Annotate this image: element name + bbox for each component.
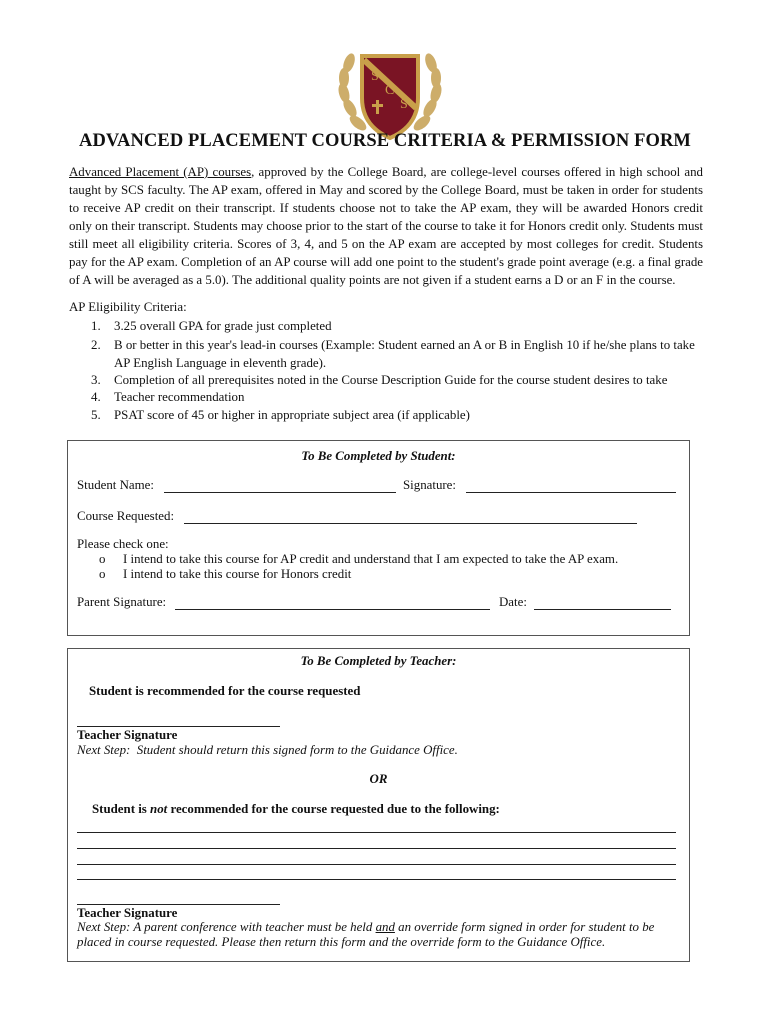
criteria-heading: AP Eligibility Criteria: [69,300,187,314]
teacher-signature-label: Teacher Signature [77,728,178,742]
criteria-item [69,407,709,425]
page-title: ADVANCED PLACEMENT COURSE CRITERIA & PERMISSION FORM [79,131,691,151]
criteria-text: 3.25 overall GPA for grade just completed [114,319,332,333]
criteria-number: 1. [91,319,101,333]
or-divider: OR [369,772,388,786]
criteria-item [69,389,709,407]
criteria-number: 3. [91,372,101,387]
next-step-2-and: and [375,920,395,934]
criteria-number: 5. [91,407,101,422]
teacher-section [67,648,690,962]
crest-letter-s2: S [400,97,408,112]
crest-letter-c: C [385,83,395,98]
course-requested-label: Course Requested: [77,509,175,523]
option-honors-credit-label: I intend to take this course for Honors credit [123,567,352,581]
check-prompt: Please check one: [77,537,169,551]
reason-line-2[interactable] [77,848,676,849]
student-name-field[interactable] [164,492,396,493]
next-step-2 [77,920,687,950]
crest-letter-s1: S [371,69,379,84]
ap-courses-link-text: Advanced Placement (AP) courses [69,165,252,179]
criteria-text: B or better in this year's lead-in courses (Example: Student earned an A or B in English 10 if he/she plans to take AP English Language in eleventh grade). [114,337,695,370]
student-section [67,440,690,636]
criteria-text: PSAT score of 45 or higher in appropriate subject area (if applicable) [114,407,470,422]
option-ap-credit-label: I intend to take this course for AP credit and understand that I am expected to take the AP exam. [123,552,619,566]
next-step-2-pre: Next Step: A parent conference with teacher must be held [77,920,376,934]
intro-body: , approved by the College Board, are college-level courses offered in high school and taught by SCS faculty. The AP exam, offered in May and scored by the College Board, must be taken in order for students to receive AP credit on their transcript. If students choose not to take the AP exam, they will be awarded Honors credit only on their transcript. Students may choose prior to the start of the course to take it for Honors credit only. Students must still meet all eligibility criteria. Scores of 3, 4, and 5 on the AP exam are accepted by most colleges for credit. Students pay for the AP exam. Completion of an AP course will add one point to the student's grade point average (e.g. a final grade of A will be averaged as a 5.0). The additional quality points are not given if a student earns a D or an F in the course. [69,165,704,287]
reason-line-1[interactable] [77,832,676,833]
intro-paragraph [69,163,703,289]
recommended-statement: Student is recommended for the course requested [89,684,361,698]
teacher-section-header: To Be Completed by Teacher: [300,654,457,668]
teacher-signature-field-2[interactable] [77,904,280,905]
parent-signature-label: Parent Signature: [77,595,167,609]
radio-honors-credit[interactable]: o [99,567,106,581]
reason-line-3[interactable] [77,864,676,865]
student-section-header: To Be Completed by Student: [301,449,456,463]
student-signature-label: Signature: [403,478,456,492]
criteria-number: 4. [91,390,101,404]
student-name-label: Student Name: [77,478,154,492]
not-rec-pre: Student is [92,802,151,816]
criteria-item [69,372,709,390]
next-step-1: Next Step: Student should return this signed form to the Guidance Office. [77,743,458,757]
criteria-text: Teacher recommendation [114,390,245,404]
student-signature-field[interactable] [466,492,676,493]
parent-signature-field[interactable] [175,609,490,610]
not-rec-not: not [150,802,168,816]
teacher-signature-label-2: Teacher Signature [77,906,178,920]
criteria-item [69,318,709,336]
not-recommended-statement [92,802,500,817]
radio-ap-credit[interactable]: o [99,552,106,566]
criteria-number: 2. [91,337,101,352]
not-rec-post: recommended for the course requested due to the following: [167,802,500,816]
date-field[interactable] [534,609,671,610]
reason-line-4[interactable] [77,879,676,880]
criteria-list [69,318,709,424]
date-label: Date: [499,595,527,609]
criteria-item [69,336,709,372]
next-step-2-post: an override form signed in order for student to be placed in course requested. Please then return this form and the override form to the Guidance Office. [77,920,655,949]
teacher-signature-field[interactable] [77,726,280,727]
course-requested-field[interactable] [184,523,637,524]
criteria-text: Completion of all prerequisites noted in the Course Description Guide for the course student desires to take [114,372,668,387]
